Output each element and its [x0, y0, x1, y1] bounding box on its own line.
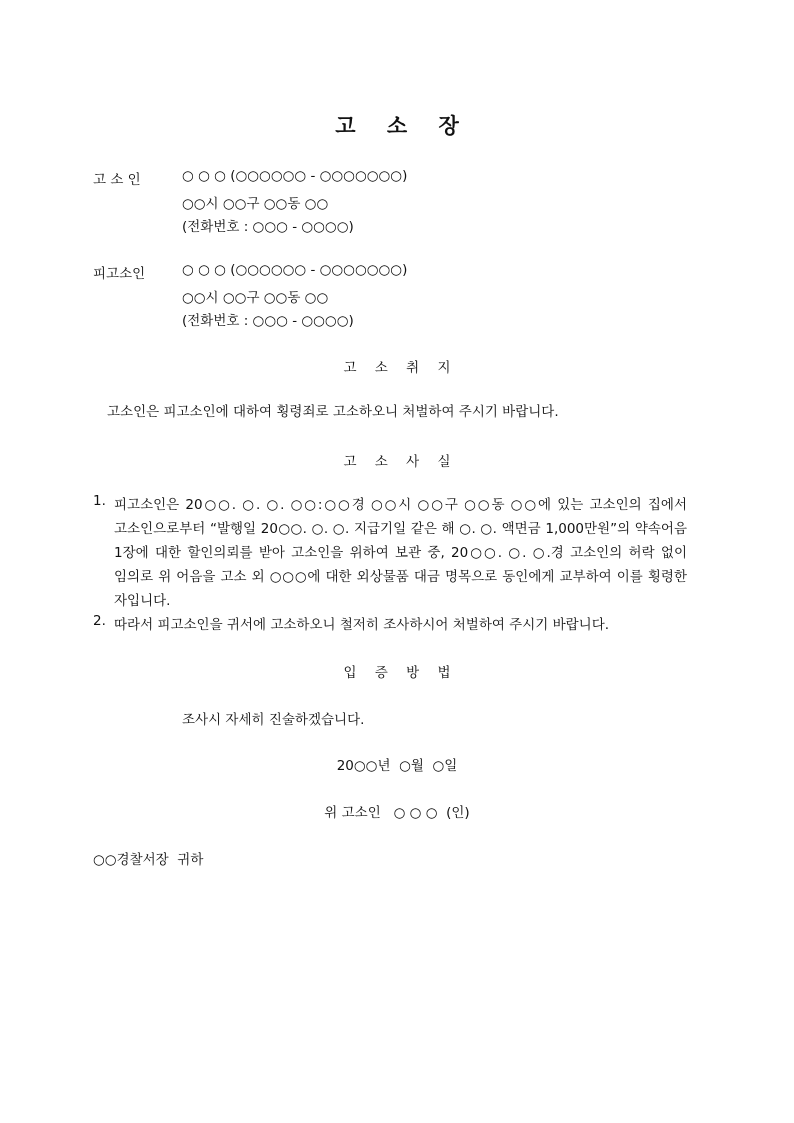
signature-line: 위 고소인 ○ ○ ○ (인) [324, 805, 470, 821]
complainant-label: 고 소 인 [93, 172, 141, 188]
defendant-name-line: ○ ○ ○ (○○○○○○ - ○○○○○○○) [182, 262, 408, 278]
fact-number: 1. [93, 493, 106, 509]
fact-text: 따라서 피고소인을 귀서에 고소하오니 철저히 조사하시어 처벌하여 주시기 바랍니다. [114, 617, 610, 633]
facts-heading: 고 소 사 실 [343, 454, 451, 470]
fact-item [93, 613, 687, 637]
complainant-address: ○○시 ○○구 ○○동 ○○ [182, 196, 329, 212]
filing-date: 20○○년 ○월 ○일 [336, 758, 458, 774]
defendant-label: 피고소인 [93, 266, 146, 282]
fact-item [93, 493, 687, 613]
complainant-phone: (전화번호 : ○○○ - ○○○○) [182, 219, 354, 235]
purpose-text: 고소인은 피고소인에 대하여 횡령죄로 고소하오니 처벌하여 주시기 바랍니다. [107, 404, 559, 420]
document-title: 고 소 장 [335, 114, 459, 138]
fact-number: 2. [93, 613, 106, 629]
defendant-address: ○○시 ○○구 ○○동 ○○ [182, 290, 329, 306]
purpose-heading: 고 소 취 지 [343, 360, 451, 376]
evidence-text: 조사시 자세히 진술하겠습니다. [182, 712, 365, 728]
evidence-heading: 입 증 방 법 [343, 665, 451, 681]
complainant-name-line: ○ ○ ○ (○○○○○○ - ○○○○○○○) [182, 168, 408, 184]
recipient-line: ○○경찰서장 귀하 [93, 852, 204, 868]
defendant-phone: (전화번호 : ○○○ - ○○○○) [182, 313, 354, 329]
fact-text: 피고소인은 20○○. ○. ○. ○○:○○경 ○○시 ○○구 ○○동 ○○에 있는 고소인의 집에서 고소인으로부터 “발행일 20○○. ○. ○. 지급기일 같은 해 ○. ○. 액면금 1,000만원”의 약속어음 1장에 대한 할인의뢰를 받아 고소인을 위하여 보관 중, 20○○. ○. ○.경 고소인의 허락 없이 임의로 위 어음을 고소 외 ○○○에 대한 외상물품 대금 명목으로 동인에게 교부하여 이를 횡령한 자입니다. [114, 497, 687, 609]
